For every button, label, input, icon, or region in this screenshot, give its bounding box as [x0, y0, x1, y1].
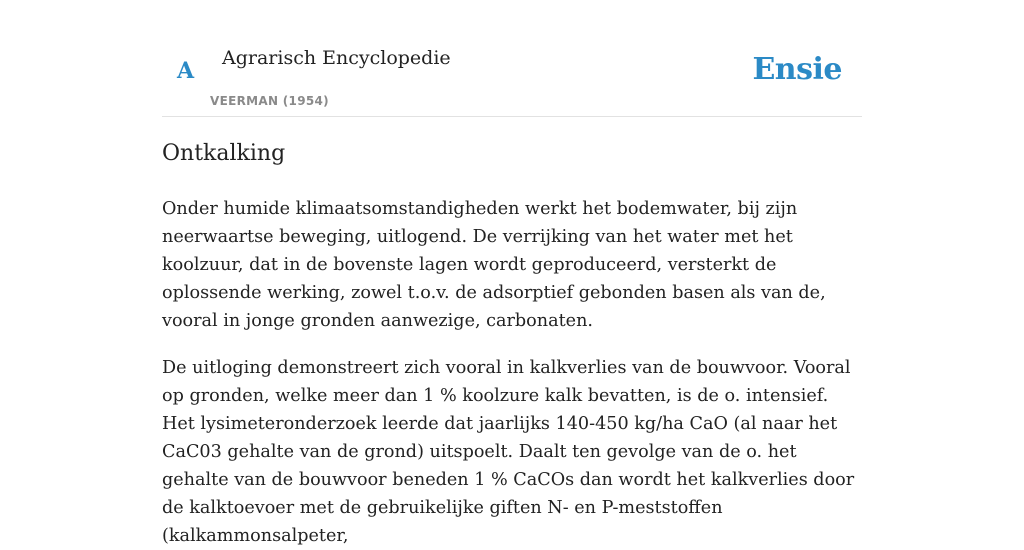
article-title: Ontkalking: [162, 141, 286, 166]
page-header: [162, 0, 862, 117]
book-letter-icon[interactable]: A: [177, 58, 195, 84]
book-title[interactable]: Agrarisch Encyclopedie: [222, 47, 451, 69]
article-paragraph-1: Onder humide klimaatsomstandigheden werkt het bodemwater, bij zijn neerwaartse beweging, uitlogend. De verrijking van het water met het koolzuur, dat in de bovenste lagen wordt geproduceerd, versterkt de oplossende werking, zowel t.o.v. de adsorptief gebonden basen als van de, vooral in jonge gronden aanwezige, carbonaten.: [162, 199, 826, 331]
article-paragraph-2: De uitloging demonstreert zich vooral in kalkverlies van de bouwvoor. Vooral op gronden, welke meer dan 1 % koolzure kalk bevatten, is de o. intensief. Het lysimeteronderzoek leerde dat jaarlijks 140-450 kg/ha CaO (al naar het CaC03 gehalte van de grond) uitspoelt. Daalt ten gevolge van de o. het gehalte van de bouwvoor beneden 1 % CaCOs dan wordt het kalkverlies door de kalktoevoer met de gebruikelijke giften N- en P-meststoffen (kalkammonsalpeter,: [162, 358, 855, 546]
book-author: VEERMAN (1954): [210, 94, 329, 108]
article: [162, 136, 862, 550]
ensie-logo-link[interactable]: Ensie: [752, 52, 842, 87]
